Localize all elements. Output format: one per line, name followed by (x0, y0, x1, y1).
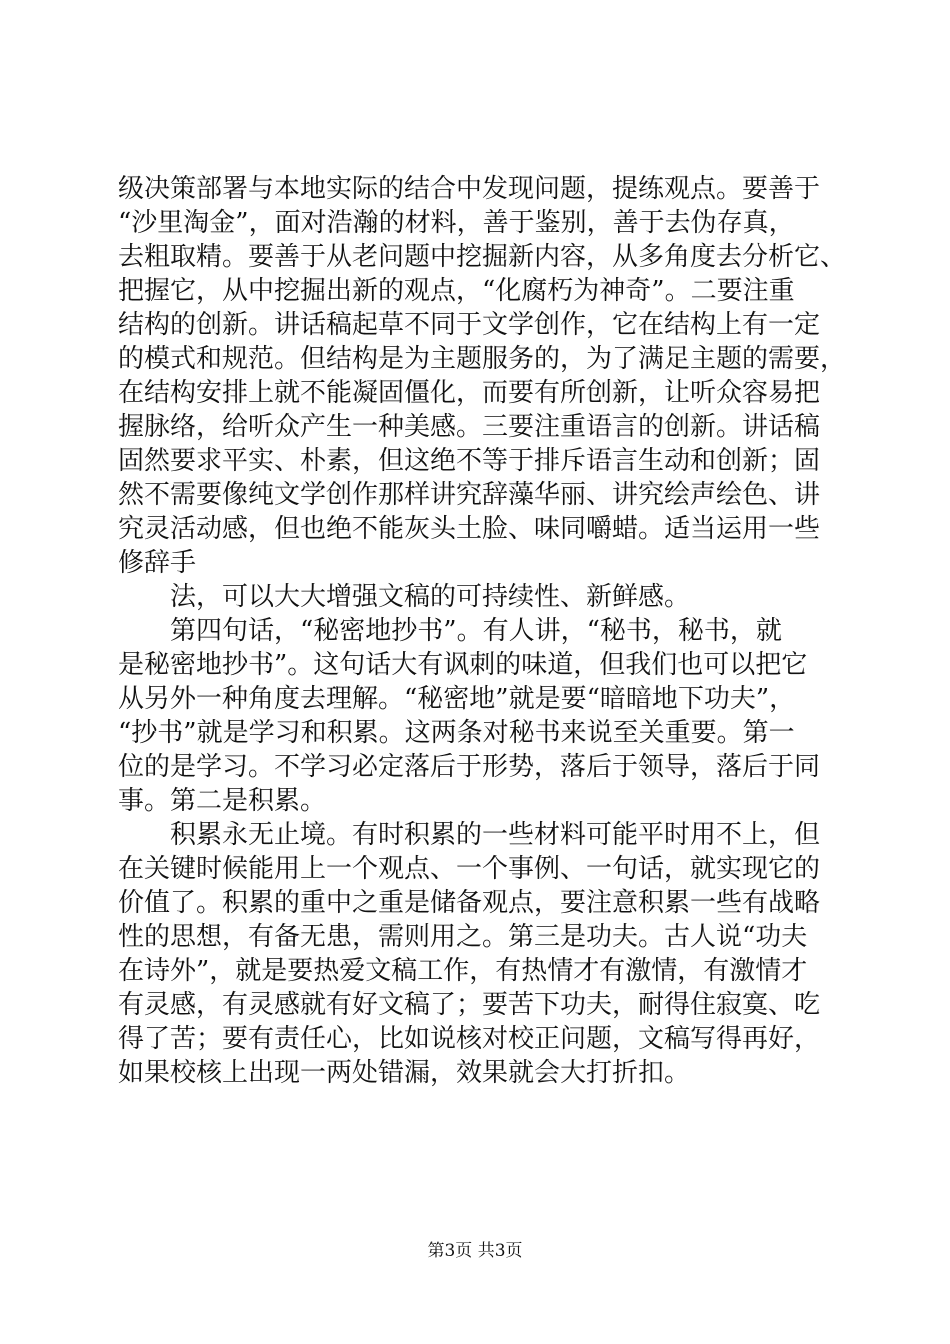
text-line: 去粗取精。要善于从老问题中挖掘新内容，从多角度去分析它、 (118, 242, 847, 272)
text-line: 法，可以大大增强文稿的可持续性、新鲜感。 (170, 582, 691, 612)
text-line: 的模式和规范。但结构是为主题服务的，为了满足主题的需要， (118, 344, 847, 374)
text-line: 在关键时候能用上一个观点、一个事例、一句话，就实现它的 (118, 854, 821, 884)
text-line: 究灵活动感，但也绝不能灰头土脸、味同嚼蜡。适当运用一些 (118, 514, 821, 544)
text-line: 有灵感，有灵感就有好文稿了；要苦下功夫，耐得住寂寞、吃 (118, 990, 821, 1020)
text-line: 握脉络，给听众产生一种美感。三要注重语言的创新。讲话稿 (118, 412, 821, 442)
text-line: 结构的创新。讲话稿起草不同于文学创作，它在结构上有一定 (118, 310, 821, 340)
body-text (118, 172, 847, 1090)
page-footer: 第3页 共3页 (427, 1241, 523, 1261)
text-line: 是秘密地抄书”。这句话大有讽刺的味道，但我们也可以把它 (118, 650, 808, 680)
text-line: 然不需要像纯文学创作那样讲究辞藻华丽、讲究绘声绘色、讲 (118, 480, 821, 510)
text-line: 如果校核上出现一两处错漏，效果就会大打折扣。 (118, 1058, 691, 1088)
text-line: 事。第二是积累。 (118, 786, 327, 816)
text-line: “沙里淘金”，面对浩瀚的材料，善于鉴别，善于去伪存真， (118, 208, 795, 238)
text-line: 在结构安排上就不能凝固僵化，而要有所创新，让听众容易把 (118, 378, 821, 408)
text-line: 位的是学习。不学习必定落后于形势，落后于领导，落后于同 (118, 752, 821, 782)
text-line: 得了苦；要有责任心，比如说核对校正问题，文稿写得再好， (118, 1024, 821, 1054)
text-line: 从另外一种角度去理解。“秘密地”就是要“暗暗地下功夫”， (118, 684, 796, 714)
text-line: 级决策部署与本地实际的结合中发现问题，提练观点。要善于 (118, 174, 821, 204)
text-line: “抄书”就是学习和积累。这两条对秘书来说至关重要。第一 (118, 718, 795, 748)
text-line: 第四句话，“秘密地抄书”。有人讲，“秘书，秘书，就 (170, 616, 782, 646)
text-line: 固然要求平实、朴素，但这绝不等于排斥语言生动和创新；固 (118, 446, 821, 476)
text-line: 把握它，从中挖掘出新的观点，“化腐朽为神奇”。二要注重 (118, 276, 795, 306)
text-line: 性的思想，有备无患，需则用之。第三是功夫。古人说“功夫 (118, 922, 808, 952)
text-line: 修辞手 (118, 548, 197, 578)
text-line: 在诗外”，就是要热爱文稿工作，有热情才有激情，有激情才 (118, 956, 808, 986)
text-line: 价值了。积累的重中之重是储备观点，要注意积累一些有战略 (118, 888, 821, 918)
text-line: 积累永无止境。有时积累的一些材料可能平时用不上，但 (170, 820, 821, 850)
